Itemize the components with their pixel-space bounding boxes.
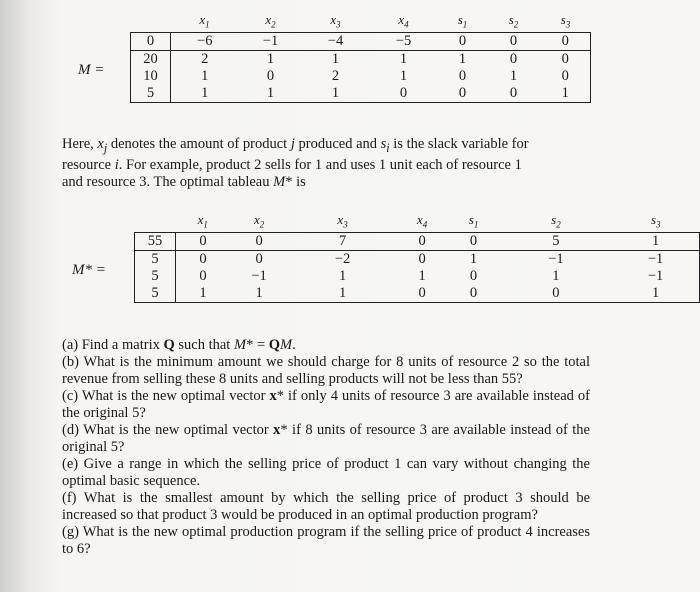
coefficient-cell: 1 bbox=[399, 51, 408, 67]
coefficient-cell: 1 bbox=[201, 68, 209, 84]
coefficient-cell: 0 bbox=[541, 33, 591, 51]
coefficient-cell: −1 bbox=[548, 251, 564, 267]
constraint-row bbox=[135, 285, 700, 303]
matrix-mstar-label: M* = bbox=[72, 262, 106, 278]
coefficient-cell: 0 bbox=[230, 233, 288, 251]
objective-row bbox=[131, 33, 591, 51]
coefficient-cell: 1 bbox=[171, 85, 239, 103]
question-item: (g) What is the new optimal production program if the selling price of product 4 increases to 6? bbox=[62, 524, 590, 557]
column-header: $s_1$ bbox=[457, 12, 468, 30]
coefficient-cell: 2 bbox=[201, 51, 209, 67]
header-blank bbox=[131, 10, 171, 33]
rhs-cell: 5 bbox=[131, 85, 171, 103]
coefficient-cell: 1 bbox=[541, 85, 591, 103]
question-list bbox=[62, 337, 590, 558]
question-item: (b) What is the minimum amount we should charge for 8 units of resource 2 so the total revenue from selling these 8 units and selling products will not be less than 55? bbox=[62, 354, 590, 387]
coefficient-cell: 0 bbox=[447, 285, 499, 303]
coefficient-cell: 1 bbox=[552, 268, 560, 284]
coefficient-cell: −1 bbox=[612, 268, 699, 285]
coefficient-cell: −4 bbox=[303, 33, 369, 51]
question-item: (e) Give a range in which the selling price of product 1 can vary without changing the optimal basic sequence. bbox=[62, 456, 590, 489]
coefficient-cell: −5 bbox=[369, 33, 439, 51]
coefficient-cell: 1 bbox=[458, 51, 467, 67]
matrix-m-label: M = bbox=[78, 62, 105, 78]
tableau-mstar bbox=[134, 210, 700, 303]
constraint-row bbox=[135, 251, 700, 269]
coefficient-cell: 0 bbox=[199, 251, 207, 267]
coefficient-cell: 0 bbox=[500, 285, 612, 303]
question-item: (c) What is the new optimal vector x* if only 4 units of resource 3 are available instead of the original 5? bbox=[62, 388, 590, 421]
rhs-cell: 5 bbox=[135, 268, 176, 285]
rhs-cell: 5 bbox=[135, 285, 176, 303]
coefficient-cell: 7 bbox=[288, 233, 397, 251]
column-header: $s_2$ bbox=[508, 12, 519, 30]
column-header: $x_4$ bbox=[416, 212, 428, 230]
rhs-cell: 0 bbox=[131, 33, 171, 51]
header-row bbox=[131, 10, 591, 33]
coefficient-cell: 1 bbox=[509, 68, 518, 84]
constraint-row bbox=[131, 51, 591, 69]
column-header: $x_1$ bbox=[199, 12, 210, 30]
coefficient-cell: 1 bbox=[612, 285, 699, 303]
coefficient-cell: 1 bbox=[266, 51, 275, 67]
coefficient-cell: 0 bbox=[541, 68, 591, 85]
column-header: $s_3$ bbox=[560, 12, 571, 30]
paragraph-line-1: Here, $x_j$ denotes the amount of product j produced and $s_i$ is the slack variable for bbox=[62, 136, 529, 155]
coefficient-cell: 0 bbox=[469, 268, 478, 284]
coefficient-cell: −1 bbox=[239, 33, 303, 51]
rhs-cell: 5 bbox=[135, 251, 176, 269]
coefficient-cell: 1 bbox=[230, 285, 288, 303]
header-row bbox=[135, 210, 700, 233]
coefficient-cell: 1 bbox=[418, 268, 426, 284]
coefficient-cell: 2 bbox=[331, 68, 340, 84]
column-header: $x_3$ bbox=[337, 212, 348, 230]
paragraph-line-3: and resource 3. The optimal tableau M* is bbox=[62, 173, 306, 190]
rhs-cell: 20 bbox=[131, 51, 171, 69]
question-item: (f) What is the smallest amount by which the selling price of product 3 should be increased so that product 3 would be produced in an optimal production program? bbox=[62, 490, 590, 523]
tableau-m bbox=[130, 10, 591, 103]
coefficient-cell: 0 bbox=[176, 233, 230, 251]
coefficient-cell: −1 bbox=[612, 251, 699, 269]
coefficient-cell: 1 bbox=[338, 268, 347, 284]
question-item: (d) What is the new optimal vector x* if 8 units of resource 3 are available instead of the original 5? bbox=[62, 422, 590, 455]
coefficient-cell: 1 bbox=[399, 68, 408, 84]
coefficient-cell: 1 bbox=[176, 285, 230, 303]
coefficient-cell: −1 bbox=[251, 268, 267, 284]
coefficient-cell: 0 bbox=[369, 85, 439, 103]
coefficient-cell: 1 bbox=[288, 285, 397, 303]
coefficient-cell: 1 bbox=[331, 51, 340, 67]
rhs-cell: 10 bbox=[131, 68, 171, 85]
constraint-row bbox=[135, 268, 700, 285]
coefficient-cell: 0 bbox=[458, 68, 467, 84]
coefficient-cell: 0 bbox=[397, 233, 448, 251]
coefficient-cell: 1 bbox=[239, 85, 303, 103]
coefficient-cell: 1 bbox=[303, 85, 369, 103]
coefficient-cell: 1 bbox=[612, 233, 699, 251]
rhs-cell: 55 bbox=[135, 233, 176, 251]
constraint-row bbox=[131, 85, 591, 103]
column-header: $x_2$ bbox=[253, 212, 265, 230]
coefficient-cell: 0 bbox=[439, 33, 487, 51]
coefficient-cell: 0 bbox=[447, 233, 499, 251]
column-header: $x_4$ bbox=[398, 12, 409, 30]
objective-row bbox=[135, 233, 700, 251]
coefficient-cell: 0 bbox=[487, 33, 541, 51]
coefficient-cell: 0 bbox=[487, 85, 541, 103]
column-header: $x_3$ bbox=[330, 12, 341, 30]
column-header: $s_2$ bbox=[551, 212, 561, 230]
coefficient-cell: 0 bbox=[541, 51, 591, 69]
coefficient-cell: 5 bbox=[500, 233, 612, 251]
paragraph-line-2: resource i. For example, product 2 sells for 1 and uses 1 unit each of resource 1 bbox=[62, 156, 522, 173]
coefficient-cell: 1 bbox=[469, 251, 478, 267]
column-header: $s_3$ bbox=[651, 212, 661, 230]
coefficient-cell: 0 bbox=[255, 251, 263, 267]
coefficient-cell: 0 bbox=[418, 251, 426, 267]
coefficient-cell: 0 bbox=[266, 68, 275, 84]
header-blank bbox=[135, 210, 176, 233]
coefficient-cell: 0 bbox=[199, 268, 207, 284]
coefficient-cell: 0 bbox=[439, 85, 487, 103]
coefficient-cell: 0 bbox=[397, 285, 448, 303]
explanation-paragraph bbox=[62, 136, 590, 191]
question-item: (a) Find a matrix Q such that M* = QM. bbox=[62, 337, 296, 353]
column-header: $x_2$ bbox=[265, 12, 276, 30]
column-header: $s_1$ bbox=[468, 212, 479, 230]
coefficient-cell: −2 bbox=[334, 251, 351, 267]
coefficient-cell: 0 bbox=[509, 51, 518, 67]
column-header: $x_1$ bbox=[197, 212, 208, 230]
coefficient-cell: −6 bbox=[171, 33, 239, 51]
constraint-row bbox=[131, 68, 591, 85]
tableau-m-table bbox=[130, 10, 591, 103]
tableau-mstar-table bbox=[134, 210, 700, 303]
